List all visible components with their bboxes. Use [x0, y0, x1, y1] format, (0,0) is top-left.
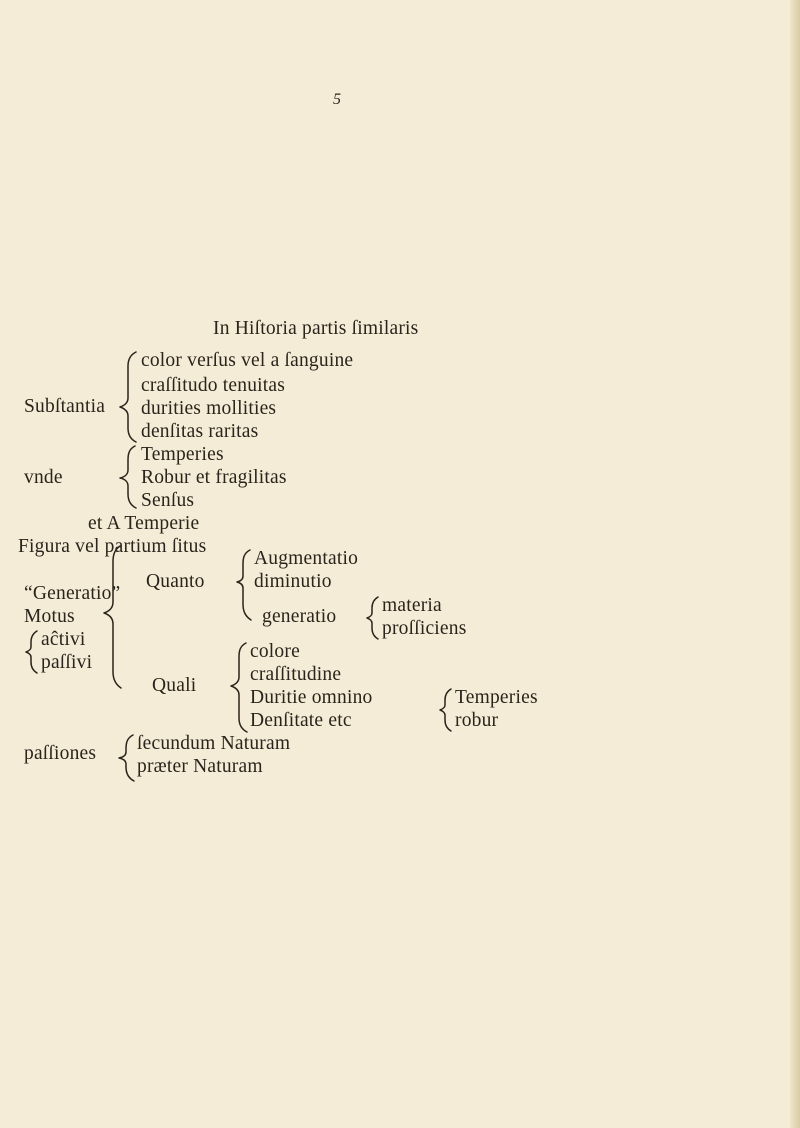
quali-item: craſſitudine	[250, 664, 342, 685]
brace-substantia	[120, 352, 136, 442]
motus-label: Motus	[24, 606, 75, 627]
temperies-item: Temperies	[455, 687, 538, 708]
et-line: et A Temperie	[88, 513, 200, 534]
quanto-item: Augmentatio	[254, 548, 359, 569]
brace-passiones	[119, 735, 134, 781]
substantia-item: craſſitudo tenuitas	[141, 375, 286, 396]
substantia-item: durities mollities	[141, 398, 277, 419]
substantia-item: denſitas raritas	[141, 421, 259, 442]
generatio-item: proſſiciens	[382, 618, 467, 639]
temperies-item: robur	[455, 710, 499, 731]
brace-quali	[231, 643, 247, 732]
motus-item: aĉtivi	[41, 629, 86, 650]
quanto-item: diminutio	[254, 571, 332, 592]
brace-figura	[104, 546, 121, 688]
brace-generatio	[367, 597, 378, 639]
substantia-item: color verſus vel a ſanguine	[141, 350, 354, 371]
brace-vnde	[120, 446, 136, 508]
vnde-item: Temperies	[141, 444, 224, 465]
passiones-label: paſſiones	[24, 743, 97, 764]
passiones-item: præter Naturam	[137, 756, 263, 777]
generatio-heading: “Generatio”	[24, 583, 121, 604]
figura-line: Figura vel partium ſitus	[18, 536, 207, 557]
substantia-label: Subſtantia	[24, 396, 106, 417]
quanto-label: Quanto	[146, 571, 205, 592]
brace-quanto	[237, 550, 251, 620]
vnde-item: Robur et fragilitas	[141, 467, 287, 488]
quali-item: Duritie omnino	[250, 687, 373, 708]
page-title: In Hiſtoria partis ſimilaris	[213, 318, 419, 339]
page-number: 5	[333, 91, 342, 108]
brace-temperies	[440, 689, 451, 731]
quali-label: Quali	[152, 675, 197, 696]
vnde-item: Senſus	[141, 490, 195, 511]
brace-motus	[26, 631, 37, 673]
quali-item: Denſitate etc	[250, 710, 352, 731]
motus-item: paſſivi	[41, 652, 93, 673]
passiones-item: ſecundum Naturam	[137, 733, 291, 754]
quali-item: colore	[250, 641, 300, 662]
generatio-item: materia	[382, 595, 442, 616]
vnde-label: vnde	[24, 467, 63, 488]
generatio-label: generatio	[262, 606, 337, 627]
